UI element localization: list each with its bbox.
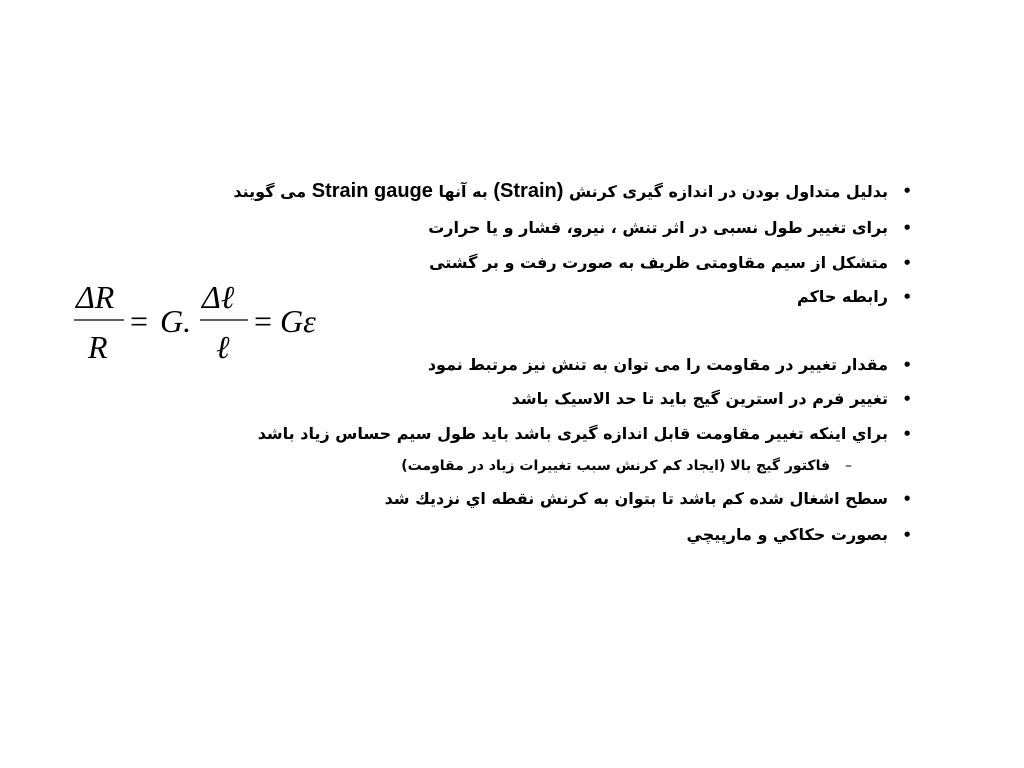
bullet-text: مقدار تغییر در مقاومت را می توان به تنش نیز مرتبط نمود — [427, 355, 888, 374]
formula-delta-l: Δℓ — [202, 280, 235, 315]
bullet-item — [429, 253, 912, 273]
bullet-text: براي اینکه تغییر مقاومت قابل اندازه گیری باشد باید طول سیم حساس زیاد باشد — [257, 424, 888, 443]
formula-l: ℓ — [216, 329, 230, 365]
bullet-item — [385, 489, 912, 509]
bullet-text: به آنها — [438, 182, 488, 201]
bullet-item — [512, 389, 912, 409]
strain-gauge-term: Strain gauge — [311, 180, 433, 202]
formula-equals: = — [130, 303, 149, 339]
bullet-text: می گویند — [233, 182, 307, 201]
bullet-text: بدلیل متداول بودن در اندازه گیری کرنش — [568, 182, 888, 201]
formula-delta-r: ΔR — [76, 280, 115, 315]
sub-bullet-item — [401, 456, 852, 476]
bullet-item — [687, 525, 912, 545]
bullet-item — [797, 287, 912, 307]
bullet-strain-gauge-definition — [233, 181, 912, 202]
bullet-item — [428, 218, 912, 238]
bullet-item — [428, 355, 912, 375]
bullet-text: رابطه حاکم — [797, 287, 888, 306]
formula-equals: = — [254, 303, 273, 339]
bullet-text: سطح اشغال شده کم باشد تا بتوان به کرنش نقطه اي نزدیك شد — [384, 489, 888, 508]
bullet-text: متشکل از سیم مقاومتی ظریف به صورت رفت و بر گشتی — [429, 253, 888, 272]
formula-g-epsilon: Gε — [280, 303, 316, 339]
gauge-factor-formula — [72, 280, 332, 370]
bullet-text: فاکتور گیج بالا (ایجاد کم کرنش سبب تغییرات زیاد در مقاومت) — [401, 458, 830, 474]
formula-gauge-factor: G. — [160, 303, 192, 339]
bullet-text: برای تغییر طول نسبی در اثر تنش ، نیرو، فشار و یا حرارت — [428, 218, 888, 237]
bullet-text: بصورت حکاكي و مارپیچي — [686, 525, 888, 544]
formula-r: R — [88, 329, 108, 365]
strain-term: (Strain) — [493, 180, 564, 202]
bullet-text: تغییر فرم در استرین گیج باید تا حد الاسیک باشد — [511, 389, 888, 408]
bullet-item — [258, 424, 912, 444]
